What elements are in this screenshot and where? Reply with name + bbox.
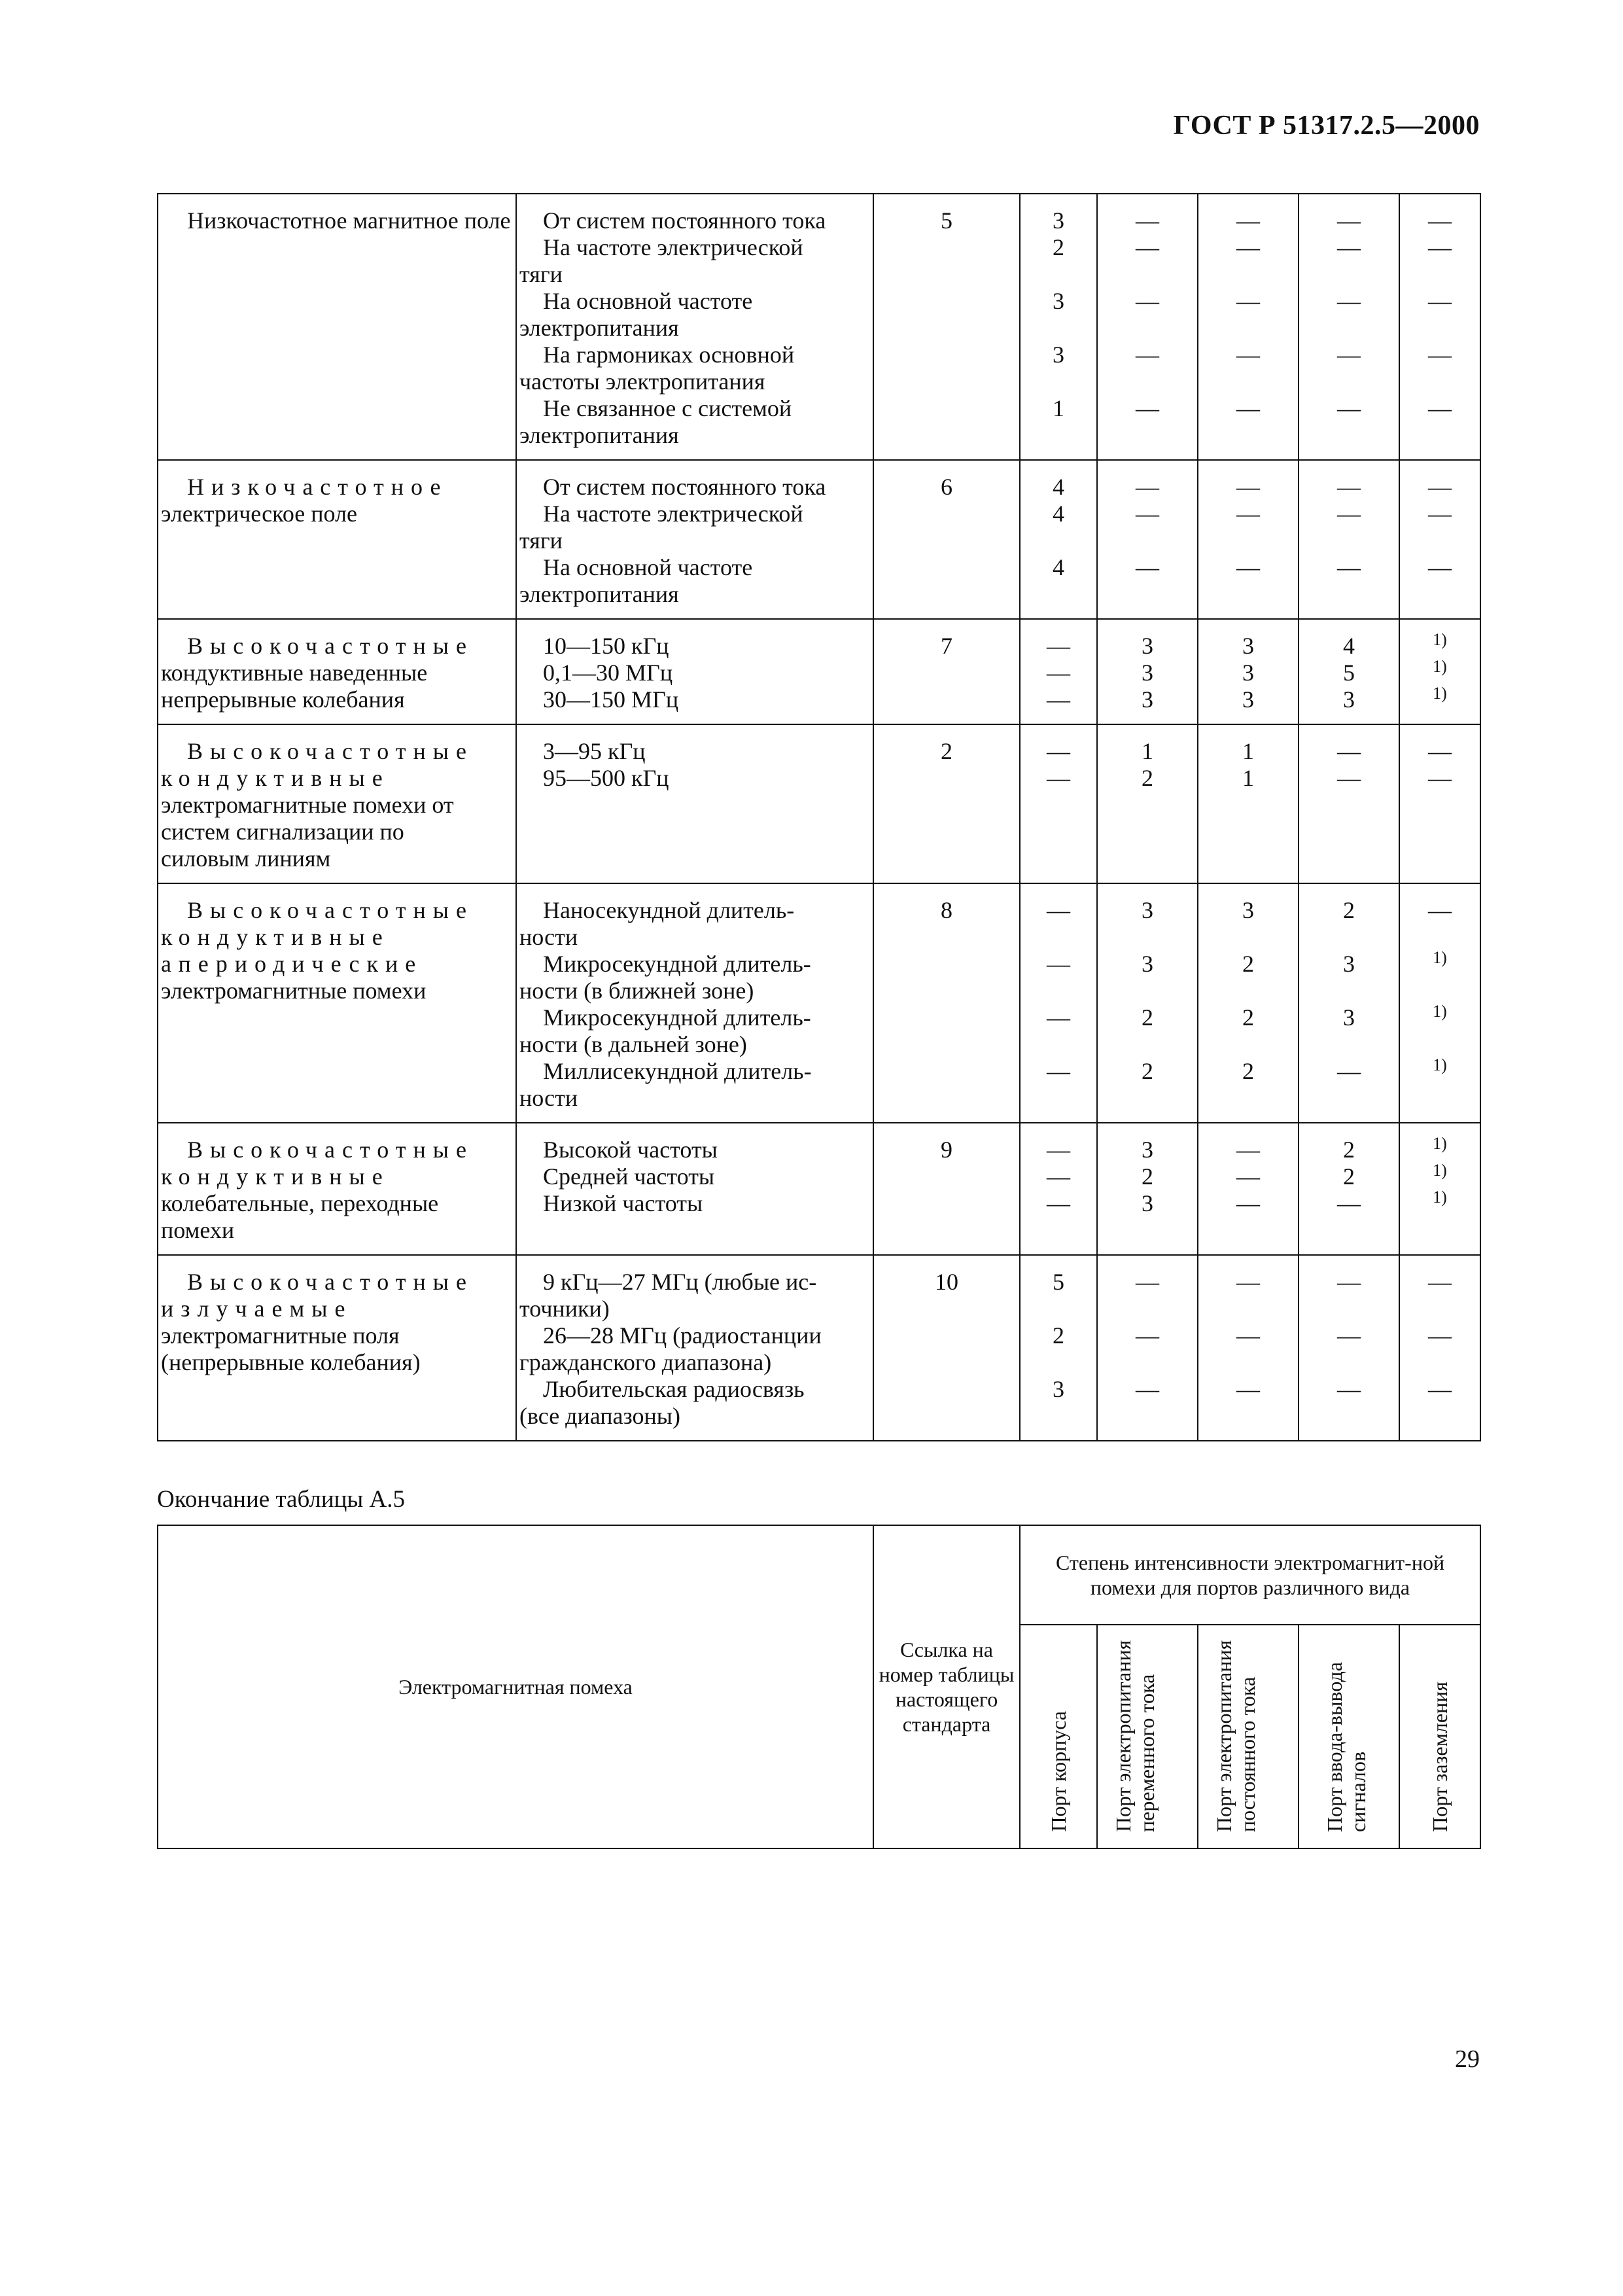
table-reference-number: 10 <box>935 1269 958 1295</box>
intensity-value: — <box>1047 897 1070 923</box>
intensity-value: — <box>1047 1163 1070 1190</box>
intensity-value: — <box>1337 474 1361 500</box>
intensity-value: 1 <box>1242 738 1254 764</box>
footnote-marker: 1) <box>1433 684 1447 703</box>
interference-name-line: Высокочастотные <box>187 1269 474 1295</box>
intensity-value: 1 <box>1242 765 1254 791</box>
condition-line: Любительская радиосвязь <box>543 1376 805 1402</box>
intensity-value: — <box>1337 1376 1361 1402</box>
port-ac-power-value-cell <box>1097 883 1198 1123</box>
table-reference-cell <box>873 883 1020 1123</box>
condition-line: 3—95 кГц <box>543 738 646 764</box>
intensity-value: — <box>1136 207 1159 234</box>
interference-name-line: Высокочастотные <box>187 1137 474 1163</box>
intensity-value: — <box>1047 951 1070 977</box>
interference-condition-cell <box>516 194 873 460</box>
intensity-value: 2 <box>1343 897 1355 923</box>
table-reference-number: 8 <box>941 897 952 923</box>
condition-item <box>519 1376 870 1430</box>
interference-name-line: излучаемые <box>161 1296 353 1322</box>
column-header-port-dc-power: Порт электропитания постоянного тока <box>1198 1625 1299 1848</box>
port-enclosure-value-cell <box>1020 1123 1097 1255</box>
intensity-value: — <box>1428 342 1452 368</box>
intensity-value: 3 <box>1343 951 1355 977</box>
condition-line: электропитания <box>519 581 679 607</box>
interference-name-line: Низкочастотное магнитное поле <box>187 207 511 234</box>
condition-line: ности <box>519 924 578 950</box>
intensity-value: — <box>1236 1269 1260 1295</box>
port-dc-power-value-cell <box>1198 619 1299 724</box>
intensity-value: 4 <box>1343 633 1355 659</box>
condition-line: ности <box>519 1085 578 1111</box>
condition-line: 26—28 МГц (радиостанции <box>543 1322 822 1349</box>
column-header-port-enclosure: Порт корпуса <box>1020 1625 1097 1848</box>
intensity-value: 3 <box>1142 633 1153 659</box>
intensity-value: 2 <box>1242 951 1254 977</box>
intensity-value: — <box>1136 554 1159 580</box>
interference-name-cell <box>158 1255 516 1441</box>
footnote-marker: 1) <box>1433 657 1447 676</box>
intensity-value: 2 <box>1242 1004 1254 1031</box>
column-header-reference: Ссылка на номер таблицы настоящего стандарта <box>873 1525 1020 1848</box>
intensity-value: — <box>1428 234 1452 260</box>
table-row <box>158 460 1480 619</box>
intensity-value: 4 <box>1053 554 1064 580</box>
port-dc-power-value-cell <box>1198 724 1299 883</box>
port-enclosure-value-cell <box>1020 194 1097 460</box>
condition-line: электропитания <box>519 315 679 341</box>
intensity-value: — <box>1047 765 1070 791</box>
table-reference-number: 2 <box>941 738 952 764</box>
condition-line: Высокой частоты <box>543 1137 718 1163</box>
table-reference-cell <box>873 460 1020 619</box>
port-ac-power-value-cell <box>1097 1255 1198 1441</box>
intensity-value: 3 <box>1242 660 1254 686</box>
intensity-value: — <box>1136 342 1159 368</box>
intensity-value: 2 <box>1142 1058 1153 1084</box>
interference-name-line: силовым линиям <box>161 845 331 872</box>
condition-item <box>519 501 870 554</box>
interference-name-line: кондуктивные <box>161 765 390 791</box>
intensity-value: 2 <box>1142 1004 1153 1031</box>
port-earth-value-cell <box>1399 1255 1480 1441</box>
port-earth-value-cell <box>1399 194 1480 460</box>
interference-condition-cell <box>516 619 873 724</box>
port-enclosure-value-cell <box>1020 883 1097 1123</box>
intensity-value: — <box>1236 501 1260 527</box>
intensity-value: 3 <box>1053 342 1064 368</box>
interference-name-cell <box>158 883 516 1123</box>
intensity-value: — <box>1236 234 1260 260</box>
intensity-value: 3 <box>1053 207 1064 234</box>
intensity-value: — <box>1428 1269 1452 1295</box>
intensity-value: — <box>1236 1163 1260 1190</box>
interference-name-line: Низкочастотное <box>187 474 448 500</box>
intensity-value: — <box>1428 738 1452 764</box>
interference-condition-cell <box>516 460 873 619</box>
interference-condition-cell <box>516 724 873 883</box>
interference-name-line: колебательные, переходные <box>161 1190 439 1216</box>
table-reference-cell <box>873 619 1020 724</box>
footnote-marker: 1) <box>1433 1002 1447 1021</box>
intensity-value: — <box>1236 1190 1260 1216</box>
intensity-value: — <box>1136 288 1159 314</box>
port-dc-power-value-cell <box>1198 1123 1299 1255</box>
column-header-intensity-group: Степень интенсивности электромагнит-ной помехи для портов различного вида <box>1020 1525 1480 1625</box>
interference-condition-cell <box>516 1123 873 1255</box>
interference-table <box>157 193 1481 1441</box>
port-earth-value-cell <box>1399 1123 1480 1255</box>
intensity-value: 2 <box>1242 1058 1254 1084</box>
table-reference-cell <box>873 724 1020 883</box>
intensity-value: — <box>1047 633 1070 659</box>
port-signal-io-value-cell <box>1299 724 1399 883</box>
condition-line: Средней частоты <box>543 1163 715 1190</box>
table-row <box>158 1255 1480 1441</box>
table-reference-number: 5 <box>941 207 952 234</box>
condition-item <box>519 686 870 713</box>
condition-item <box>519 342 870 395</box>
interference-name-line: апериодические <box>161 951 423 977</box>
intensity-value: — <box>1428 897 1452 923</box>
condition-line: На основной частоте <box>543 554 753 580</box>
port-enclosure-value-cell <box>1020 724 1097 883</box>
interference-name-cell <box>158 194 516 460</box>
intensity-value: 5 <box>1343 660 1355 686</box>
footnote-marker: 1) <box>1433 948 1447 967</box>
port-enclosure-value-cell <box>1020 619 1097 724</box>
port-signal-io-value-cell <box>1299 1123 1399 1255</box>
condition-item <box>519 207 870 234</box>
condition-line: (все диапазоны) <box>519 1403 680 1429</box>
intensity-value: 2 <box>1343 1137 1355 1163</box>
intensity-value: — <box>1337 342 1361 368</box>
table-reference-cell <box>873 1123 1020 1255</box>
port-ac-power-value-cell <box>1097 724 1198 883</box>
intensity-value: 5 <box>1053 1269 1064 1295</box>
port-dc-power-value-cell <box>1198 460 1299 619</box>
table-reference-number: 7 <box>941 633 952 659</box>
table-reference-cell <box>873 194 1020 460</box>
condition-item <box>519 288 870 342</box>
interference-table-body <box>158 194 1480 1441</box>
interference-name-line: непрерывные колебания <box>161 686 405 713</box>
footnote-marker: 1) <box>1433 630 1447 649</box>
page-number: 29 <box>1455 2045 1480 2073</box>
condition-line: От систем постоянного тока <box>543 474 826 500</box>
condition-line: точники) <box>519 1296 610 1322</box>
condition-line: Микросекундной длитель- <box>543 1004 811 1031</box>
intensity-value: — <box>1236 207 1260 234</box>
condition-line: электропитания <box>519 422 679 448</box>
condition-line: 0,1—30 МГц <box>543 660 673 686</box>
port-ac-power-value-cell <box>1097 619 1198 724</box>
condition-line: Низкой частоты <box>543 1190 703 1216</box>
footnote-marker: 1) <box>1433 1188 1447 1207</box>
table-reference-cell <box>873 1255 1020 1441</box>
intensity-value: 4 <box>1053 474 1064 500</box>
condition-item <box>519 1269 870 1322</box>
intensity-value: 1 <box>1142 738 1153 764</box>
port-signal-io-value-cell <box>1299 1255 1399 1441</box>
intensity-value: — <box>1337 1322 1361 1349</box>
interference-name-line: кондуктивные наведенные <box>161 660 428 686</box>
intensity-value: — <box>1428 207 1452 234</box>
condition-line: От систем постоянного тока <box>543 207 826 234</box>
condition-line: ности (в дальней зоне) <box>519 1031 747 1057</box>
intensity-value: 3 <box>1343 686 1355 713</box>
condition-line: тяги <box>519 527 563 554</box>
table-header-end <box>157 1525 1481 1849</box>
intensity-value: 3 <box>1242 686 1254 713</box>
intensity-value: — <box>1428 765 1452 791</box>
interference-name-line: систем сигнализации по <box>161 819 404 845</box>
intensity-value: — <box>1428 395 1452 421</box>
intensity-value: 3 <box>1142 1137 1153 1163</box>
port-enclosure-value-cell <box>1020 1255 1097 1441</box>
interference-name-line: кондуктивные <box>161 1163 390 1190</box>
interference-name-line: электромагнитные поля <box>161 1322 400 1349</box>
interference-name-line: Высокочастотные <box>187 633 474 659</box>
intensity-value: — <box>1047 686 1070 713</box>
intensity-value: — <box>1236 1322 1260 1349</box>
intensity-value: — <box>1047 1190 1070 1216</box>
intensity-value: — <box>1236 554 1260 580</box>
intensity-value: — <box>1047 1058 1070 1084</box>
table-row <box>158 194 1480 460</box>
interference-name-line: электрическое поле <box>161 501 357 527</box>
condition-line: Не связанное с системой <box>543 395 792 421</box>
intensity-value: — <box>1337 207 1361 234</box>
intensity-value: — <box>1337 738 1361 764</box>
intensity-value: — <box>1428 1322 1452 1349</box>
intensity-value: — <box>1047 1137 1070 1163</box>
intensity-value: — <box>1236 288 1260 314</box>
footnote-marker: 1) <box>1433 1161 1447 1180</box>
intensity-value: — <box>1136 234 1159 260</box>
interference-name-line: помехи <box>161 1217 235 1243</box>
condition-item <box>519 474 870 501</box>
table-reference-number: 6 <box>941 474 952 500</box>
intensity-value: 3 <box>1142 897 1153 923</box>
intensity-value: — <box>1337 1269 1361 1295</box>
intensity-value: 4 <box>1053 501 1064 527</box>
intensity-value: 2 <box>1053 1322 1064 1349</box>
intensity-value: — <box>1136 1376 1159 1402</box>
condition-item <box>519 897 870 951</box>
table-row <box>158 883 1480 1123</box>
intensity-value: — <box>1136 474 1159 500</box>
condition-item <box>519 951 870 1004</box>
intensity-value: 2 <box>1142 1163 1153 1190</box>
condition-item <box>519 1190 870 1217</box>
intensity-value: — <box>1136 501 1159 527</box>
port-dc-power-value-cell <box>1198 1255 1299 1441</box>
intensity-value: 2 <box>1343 1163 1355 1190</box>
port-earth-value-cell <box>1399 460 1480 619</box>
footnote-marker: 1) <box>1433 1055 1447 1074</box>
intensity-value: — <box>1337 501 1361 527</box>
intensity-value: — <box>1428 554 1452 580</box>
condition-item <box>519 633 870 660</box>
intensity-value: — <box>1428 474 1452 500</box>
condition-line: 95—500 кГц <box>543 765 669 791</box>
intensity-value: — <box>1337 395 1361 421</box>
intensity-value: — <box>1337 288 1361 314</box>
intensity-value: 2 <box>1053 234 1064 260</box>
intensity-value: — <box>1047 660 1070 686</box>
intensity-value: 3 <box>1142 686 1153 713</box>
condition-line: ности (в ближней зоне) <box>519 978 754 1004</box>
condition-line: Миллисекундной длитель- <box>543 1058 812 1084</box>
intensity-value: — <box>1428 1376 1452 1402</box>
port-earth-value-cell <box>1399 883 1480 1123</box>
table-row <box>158 1123 1480 1255</box>
table-row <box>158 619 1480 724</box>
port-signal-io-value-cell <box>1299 194 1399 460</box>
intensity-value: — <box>1236 342 1260 368</box>
condition-line: 30—150 МГц <box>543 686 679 713</box>
port-enclosure-value-cell <box>1020 460 1097 619</box>
interference-name-line: Высокочастотные <box>187 897 474 923</box>
condition-item <box>519 1058 870 1112</box>
port-signal-io-value-cell <box>1299 883 1399 1123</box>
intensity-value: 3 <box>1053 288 1064 314</box>
interference-name-line: электромагнитные помехи <box>161 978 427 1004</box>
footnote-marker: 1) <box>1433 1134 1447 1153</box>
port-dc-power-value-cell <box>1198 194 1299 460</box>
intensity-value: 2 <box>1142 765 1153 791</box>
table-row <box>158 724 1480 883</box>
interference-name-cell <box>158 460 516 619</box>
interference-name-cell <box>158 724 516 883</box>
port-ac-power-value-cell <box>1097 194 1198 460</box>
interference-name-line: (непрерывные колебания) <box>161 1349 421 1375</box>
intensity-value: — <box>1047 738 1070 764</box>
intensity-value: — <box>1236 474 1260 500</box>
intensity-value: 3 <box>1343 1004 1355 1031</box>
condition-line: На основной частоте <box>543 288 753 314</box>
condition-item <box>519 554 870 608</box>
port-earth-value-cell <box>1399 619 1480 724</box>
interference-name-line: Высокочастотные <box>187 738 474 764</box>
condition-line: Наносекундной длитель- <box>543 897 795 923</box>
condition-line: На частоте электрической <box>543 501 803 527</box>
intensity-value: — <box>1337 234 1361 260</box>
column-header-interference: Электромагнитная помеха <box>158 1525 873 1848</box>
port-dc-power-value-cell <box>1198 883 1299 1123</box>
condition-item <box>519 738 870 765</box>
intensity-value: — <box>1236 1137 1260 1163</box>
condition-item <box>519 1322 870 1376</box>
intensity-value: 1 <box>1053 395 1064 421</box>
port-signal-io-value-cell <box>1299 460 1399 619</box>
intensity-value: — <box>1047 1004 1070 1031</box>
intensity-value: 3 <box>1242 633 1254 659</box>
intensity-value: 3 <box>1242 897 1254 923</box>
port-earth-value-cell <box>1399 724 1480 883</box>
interference-name-line: электромагнитные помехи от <box>161 792 454 818</box>
condition-line: гражданского диапазона) <box>519 1349 772 1375</box>
condition-line: 10—150 кГц <box>543 633 669 659</box>
document-header: ГОСТ Р 51317.2.5—2000 <box>1173 111 1480 141</box>
interference-name-cell <box>158 1123 516 1255</box>
interference-condition-cell <box>516 883 873 1123</box>
intensity-value: — <box>1337 1058 1361 1084</box>
condition-line: тяги <box>519 261 563 287</box>
port-signal-io-value-cell <box>1299 619 1399 724</box>
intensity-value: — <box>1337 1190 1361 1216</box>
condition-line: На гармониках основной <box>543 342 795 368</box>
intensity-value: — <box>1337 554 1361 580</box>
interference-name-cell <box>158 619 516 724</box>
table-reference-number: 9 <box>941 1137 952 1163</box>
column-header-port-earth: Порт заземления <box>1399 1625 1480 1848</box>
port-ac-power-value-cell <box>1097 1123 1198 1255</box>
intensity-value: 3 <box>1053 1376 1064 1402</box>
interference-name-line: кондуктивные <box>161 924 390 950</box>
column-header-port-ac-power: Порт электропитания переменного тока <box>1097 1625 1198 1848</box>
intensity-value: — <box>1136 395 1159 421</box>
condition-line: Микросекундной длитель- <box>543 951 811 977</box>
interference-condition-cell <box>516 1255 873 1441</box>
condition-item <box>519 660 870 686</box>
condition-item <box>519 1137 870 1163</box>
intensity-value: 3 <box>1142 951 1153 977</box>
port-ac-power-value-cell <box>1097 460 1198 619</box>
intensity-value: — <box>1428 501 1452 527</box>
intensity-value: — <box>1236 395 1260 421</box>
condition-line: частоты электропитания <box>519 368 765 395</box>
column-header-port-signal-io: Порт ввода-вывода сигналов <box>1299 1625 1399 1848</box>
table-continuation-caption: Окончание таблицы А.5 <box>157 1486 406 1513</box>
condition-item <box>519 395 870 449</box>
condition-item <box>519 1163 870 1190</box>
condition-line: 9 кГц—27 МГц (любые ис- <box>543 1269 817 1295</box>
condition-item <box>519 234 870 288</box>
intensity-value: — <box>1337 765 1361 791</box>
intensity-value: — <box>1428 288 1452 314</box>
intensity-value: 3 <box>1142 1190 1153 1216</box>
intensity-value: — <box>1136 1269 1159 1295</box>
intensity-value: 3 <box>1142 660 1153 686</box>
intensity-value: — <box>1136 1322 1159 1349</box>
condition-item <box>519 765 870 792</box>
intensity-value: — <box>1236 1376 1260 1402</box>
condition-item <box>519 1004 870 1058</box>
condition-line: На частоте электрической <box>543 234 803 260</box>
